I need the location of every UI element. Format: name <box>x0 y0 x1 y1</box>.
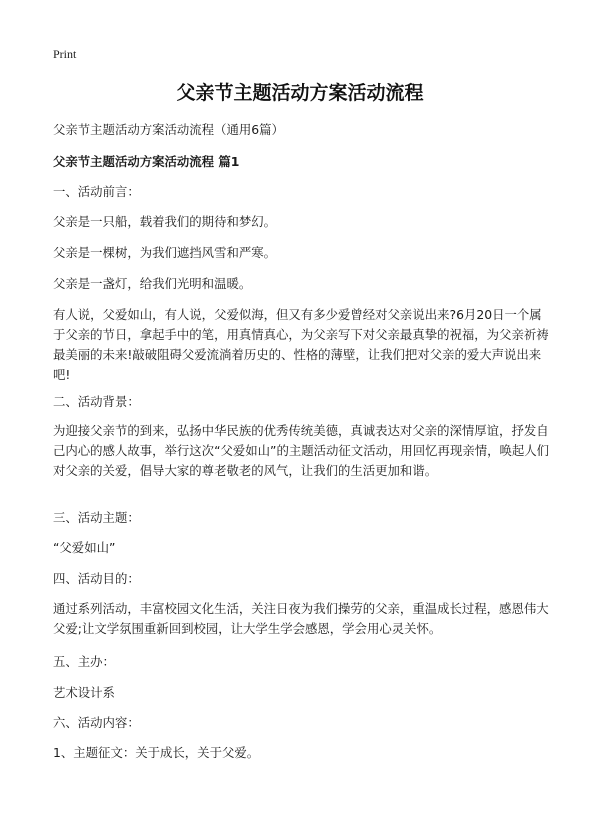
purpose-paragraph: 通过系列活动，丰富校园文化生活，关注日夜为我们操劳的父亲，重温成长过程，感恩伟大父爱;让文学氛围重新回到校园，让大学生学会感恩，学会用心灵关怀。 <box>53 601 549 636</box>
background-heading: 二、活动背景： <box>53 394 140 409</box>
content-item-1: 1、主题征文：关于成长，关于父爱。 <box>53 745 260 760</box>
host-value: 艺术设计系 <box>53 685 115 700</box>
theme-value: “父爱如山” <box>53 540 116 555</box>
intro-line-3: 父亲是一盏灯，给我们光明和温暖。 <box>53 276 252 291</box>
purpose-heading: 四、活动目的： <box>53 571 140 586</box>
intro-line-1: 父亲是一只船，载着我们的期待和梦幻。 <box>53 214 277 229</box>
theme-heading: 三、活动主题： <box>53 510 140 525</box>
document-subtitle: 父亲节主题活动方案活动流程（通用6篇） <box>53 122 284 137</box>
background-paragraph: 为迎接父亲节的到来，弘扬中华民族的优秀传统美德，真诚表达对父亲的深情厚谊，抒发自己内心的感人故事，举行这次“父爱如山”的主题活动征文活动，用回忆再现亲情，唤起人们对父亲的关爱，倡导大家的尊老敬老的风气，让我们的生活更加和谐。 <box>53 423 550 478</box>
intro-paragraph: 有人说，父爱如山，有人说，父爱似海，但又有多少爱曾经对父亲说出来?6月20日一个属于父亲的节日，拿起手中的笔，用真情真心，为父亲写下对父亲最真挚的祝福，为父亲祈祷最美丽的未来!敲破阻碍父爱流淌着历史的、性格的薄壁，让我们把对父亲的爱大声说出来吧! <box>53 307 549 382</box>
section-heading: 父亲节主题活动方案活动流程 篇1 <box>53 154 240 169</box>
content-heading: 六、活动内容： <box>53 715 140 730</box>
print-label[interactable]: Print <box>53 47 77 61</box>
intro-heading: 一、活动前言： <box>53 184 140 199</box>
intro-line-2: 父亲是一棵树，为我们遮挡风雪和严寒。 <box>53 245 277 260</box>
host-heading: 五、主办： <box>53 654 115 669</box>
document-title: 父亲节主题活动方案活动流程 <box>176 82 424 104</box>
